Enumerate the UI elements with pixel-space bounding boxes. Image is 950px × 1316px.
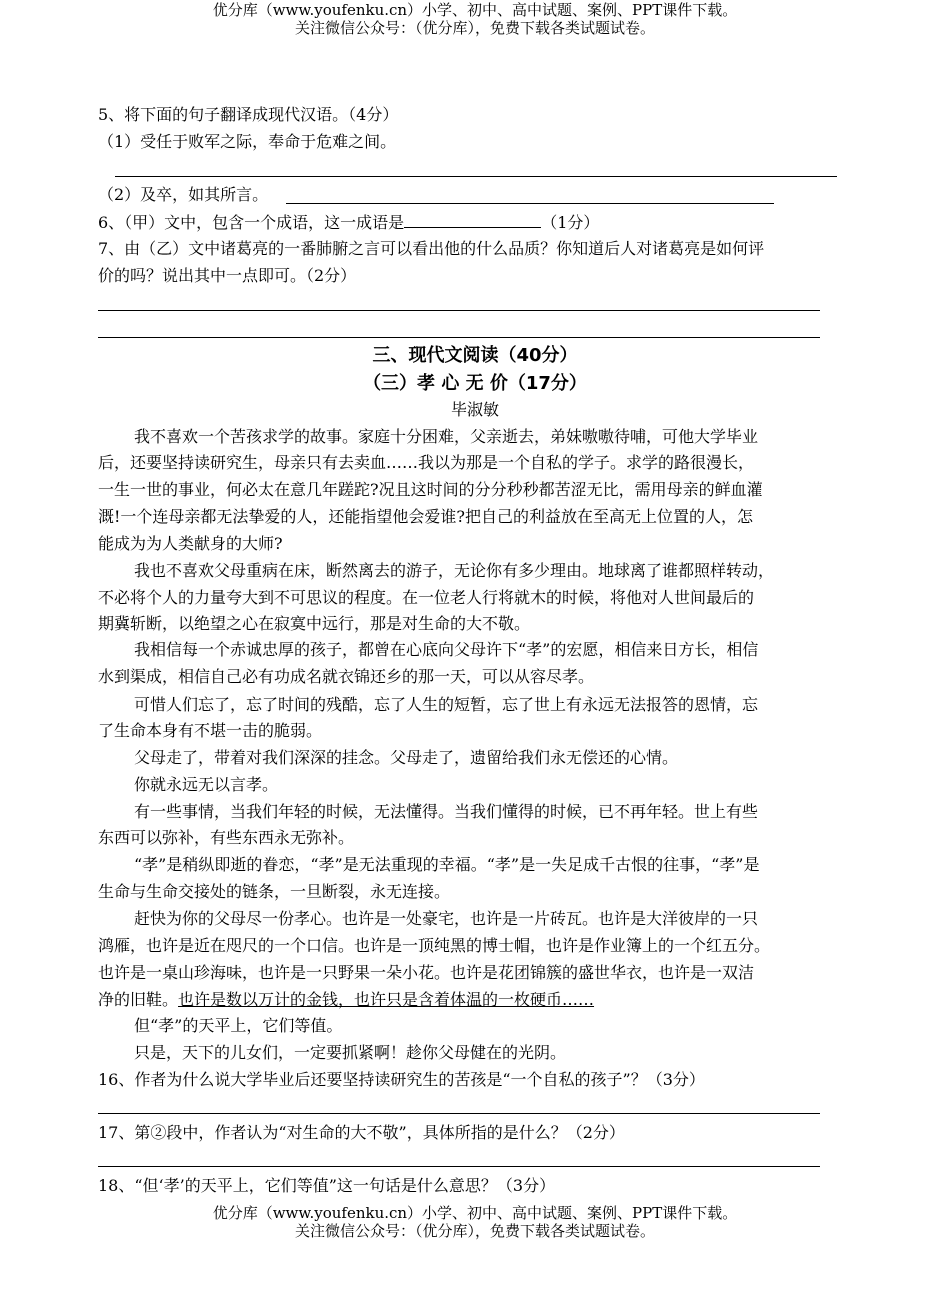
- passage-line: 只是，天下的儿女们，一定要抓紧啊！趁你父母健在的光阴。: [134, 1043, 567, 1062]
- passage-author: 毕淑敏: [450, 400, 499, 419]
- passage-line: 但“孝”的天平上，它们等值。: [134, 1016, 343, 1035]
- question-6-text: 6、（甲）文中，包含一个成语，这一成语是: [98, 213, 405, 232]
- page-footer-line-2: 关注微信公众号：（优分库），免费下载各类试题试卷。: [294, 1222, 655, 1240]
- page-header-line-2: 关注微信公众号：（优分库），免费下载各类试题试卷。: [294, 19, 655, 37]
- question-5-part-2: （2）及卒，如其所言。: [98, 185, 269, 204]
- passage-text: 净的旧鞋。: [98, 990, 179, 1009]
- answer-line-q7-1: [98, 310, 820, 311]
- passage-line: 我不喜欢一个苦孩求学的故事。家庭十分困难，父亲逝去，弟妹嗷嗷待哺，可他大学毕业: [134, 427, 759, 446]
- passage-line: 你就永远无以言孝。: [134, 775, 279, 794]
- answer-line-q5-1: [115, 176, 837, 177]
- passage-line: “孝”是稍纵即逝的眷恋，“孝”是无法重现的幸福。“孝”是一失足成千古恨的往事，“孝”是: [134, 855, 760, 874]
- passage-line: 后，还要坚持读研究生，母亲只有去卖血……我以为那是一个自私的学子。求学的路很漫长，: [98, 453, 755, 472]
- answer-line-q5-2: [286, 203, 774, 204]
- question-5-part-1: （1）受任于败军之际，奉命于危难之间。: [98, 132, 397, 151]
- passage-line: 我也不喜欢父母重病在床，断然离去的游子，无论你有多少理由。地球离了谁都照样转动，: [134, 561, 775, 580]
- question-7-line-1: 7、由（乙）文中诸葛亮的一番肺腑之言可以看出他的什么品质？你知道后人对诸葛亮是如何评: [98, 239, 765, 258]
- passage-line: 鸿雁，也许是近在咫尺的一个口信。也许是一顶纯黑的博士帽，也许是作业簿上的一个红五分。: [98, 936, 771, 955]
- page-header-line-1: 优分库（www.youfenku.cn）小学、初中、高中试题、案例、PPT课件下载。: [212, 1, 738, 19]
- passage-title: （三）孝 心 无 价（17分）: [363, 373, 587, 394]
- passage-line: [98, 991, 594, 1009]
- passage-line: 能成为为人类献身的大师?: [98, 534, 283, 553]
- passage-line: 有一些事情，当我们年轻的时候，无法懂得。当我们懂得的时候，已不再年轻。世上有些: [134, 802, 759, 821]
- section-title: 三、现代文阅读（40分）: [372, 345, 578, 366]
- question-6: [98, 212, 599, 232]
- question-5: 5、将下面的句子翻译成现代汉语。（4分）: [98, 105, 399, 124]
- passage-line: 期冀斩断，以绝望之心在寂寞中远行，那是对生命的大不敬。: [98, 614, 531, 633]
- answer-line-q17: [98, 1166, 820, 1167]
- answer-line-q16: [98, 1113, 820, 1114]
- passage-line: 可惜人们忘了，忘了时间的残酷，忘了人生的短暂，忘了世上有永远无法报答的恩情，忘: [134, 695, 759, 714]
- passage-line: 赶快为你的父母尽一份孝心。也许是一处豪宅，也许是一片砖瓦。也许是大洋彼岸的一只: [134, 909, 759, 928]
- question-16: 16、作者为什么说大学毕业后还要坚持读研究生的苦孩是“一个自私的孩子”？（3分）: [98, 1070, 705, 1089]
- passage-line: 了生命本身有不堪一击的脆弱。: [98, 721, 323, 740]
- answer-line-q7-2: [98, 337, 820, 338]
- question-6-score: （1分）: [541, 213, 600, 232]
- passage-line: 一生一世的事业，何必太在意几年蹉跎?况且这时间的分分秒秒都苦涩无比，需用母亲的鲜血灌: [98, 480, 763, 499]
- page-footer-line-1: 优分库（www.youfenku.cn）小学、初中、高中试题、案例、PPT课件下载。: [212, 1204, 738, 1222]
- passage-line: 我相信每一个赤诚忠厚的孩子，都曾在心底向父母许下“孝”的宏愿，相信来日方长，相信: [134, 640, 759, 659]
- passage-line: 生命与生命交接处的链条，一旦断裂，永无连接。: [98, 882, 451, 901]
- passage-line: 也许是一桌山珍海味，也许是一只野果一朵小花。也许是花团锦簇的盛世华衣，也许是一双洁: [98, 963, 755, 982]
- underlined-sentence: 也许是数以万计的金钱，也许只是含着体温的一枚硬币……: [178, 990, 595, 1009]
- question-18: 18、“但‘孝’的天平上，它们等值”这一句话是什么意思？（3分）: [98, 1176, 556, 1195]
- passage-line: 东西可以弥补，有些东西永无弥补。: [98, 828, 355, 847]
- passage-line: 水到渠成，相信自己必有功成名就衣锦还乡的那一天，可以从容尽孝。: [98, 667, 595, 686]
- passage-line: 不必将个人的力量夸大到不可思议的程度。在一位老人行将就木的时候，将他对人世间最后的: [98, 588, 755, 607]
- question-17: 17、第②段中，作者认为“对生命的大不敬”，具体所指的是什么？（2分）: [98, 1123, 625, 1142]
- passage-line: 父母走了，带着对我们深深的挂念。父母走了，遗留给我们永无偿还的心情。: [134, 748, 679, 767]
- question-7-line-2: 价的吗？说出其中一点即可。（2分）: [98, 266, 357, 285]
- passage-line: 溉!一个连母亲都无法挚爱的人，还能指望他会爱谁?把自己的利益放在至高无上位置的人，怎: [98, 507, 754, 526]
- answer-blank-q6: [404, 212, 541, 228]
